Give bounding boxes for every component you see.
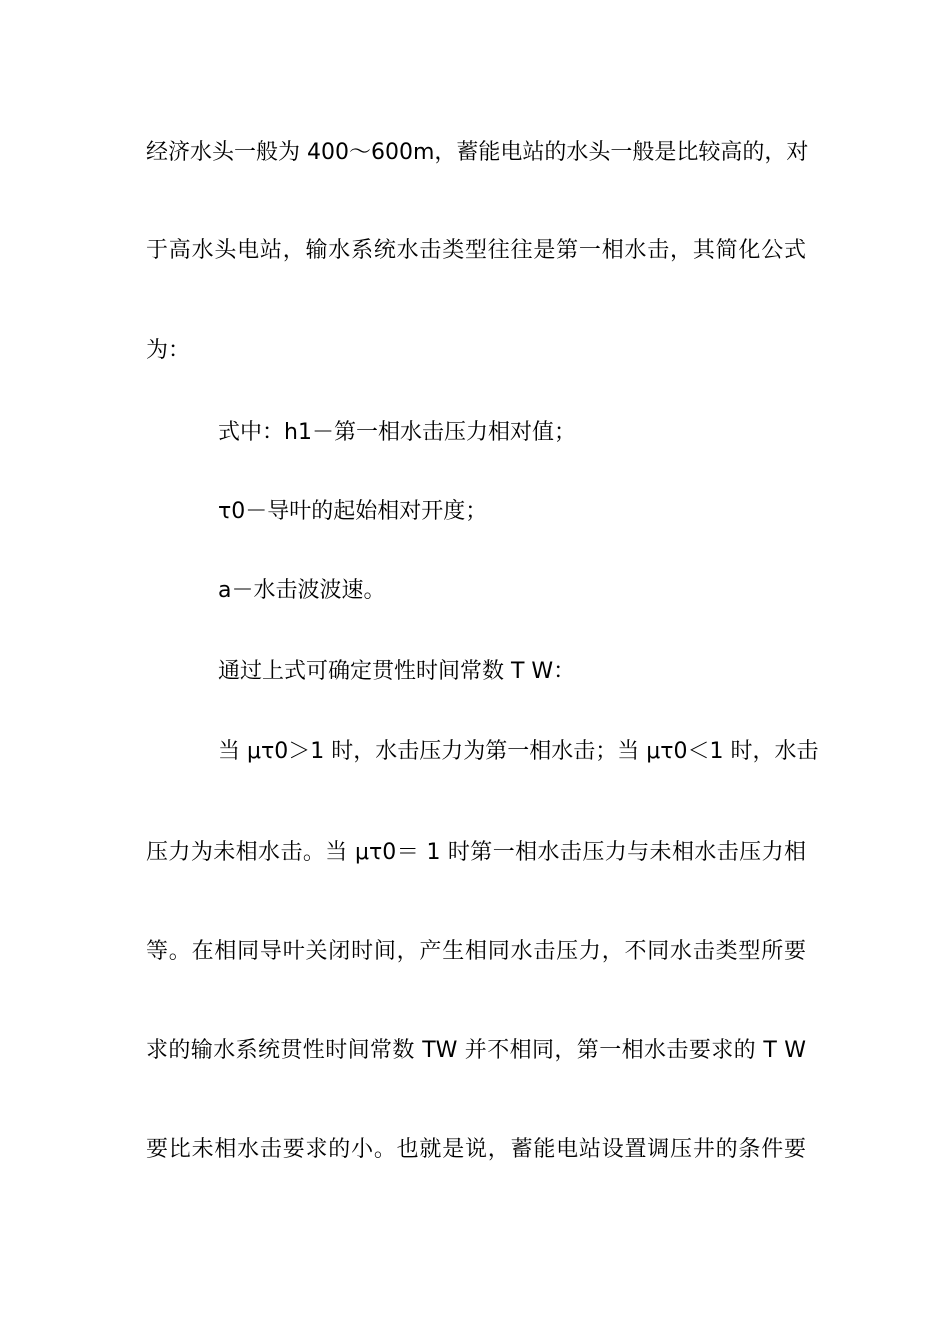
paragraph-line-12: 要比未相水击要求的小。也就是说，蓄能电站设置调压井的条件要 bbox=[146, 1137, 806, 1162]
paragraph-line-2: 于高水头电站，输水系统水击类型往往是第一相水击，其简化公式 bbox=[146, 238, 806, 263]
paragraph-line-9: 压力为未相水击。当 μτ0＝ 1 时第一相水击压力与未相水击压力相 bbox=[146, 840, 806, 865]
paragraph-line-10: 等。在相同导叶关闭时间，产生相同水击压力，不同水击类型所要 bbox=[146, 939, 806, 964]
definition-line-h1: 式中：h1－第一相水击压力相对值； bbox=[218, 420, 576, 445]
statement-line-tw: 通过上式可确定贯性时间常数 T W： bbox=[218, 659, 576, 684]
paragraph-line-8: 当 μτ0＞1 时，水击压力为第一相水击；当 μτ0＜1 时，水击 bbox=[218, 739, 819, 764]
definition-line-a: a－水击波波速。 bbox=[218, 578, 386, 603]
definition-line-tau0: τ0－导叶的起始相对开度； bbox=[218, 499, 488, 524]
paragraph-line-1: 经济水头一般为 400～600m，蓄能电站的水头一般是比较高的，对 bbox=[146, 140, 809, 165]
paragraph-line-3: 为： bbox=[146, 338, 191, 363]
paragraph-line-11: 求的输水系统贯性时间常数 TW 并不相同，第一相水击要求的 T W bbox=[146, 1038, 806, 1063]
